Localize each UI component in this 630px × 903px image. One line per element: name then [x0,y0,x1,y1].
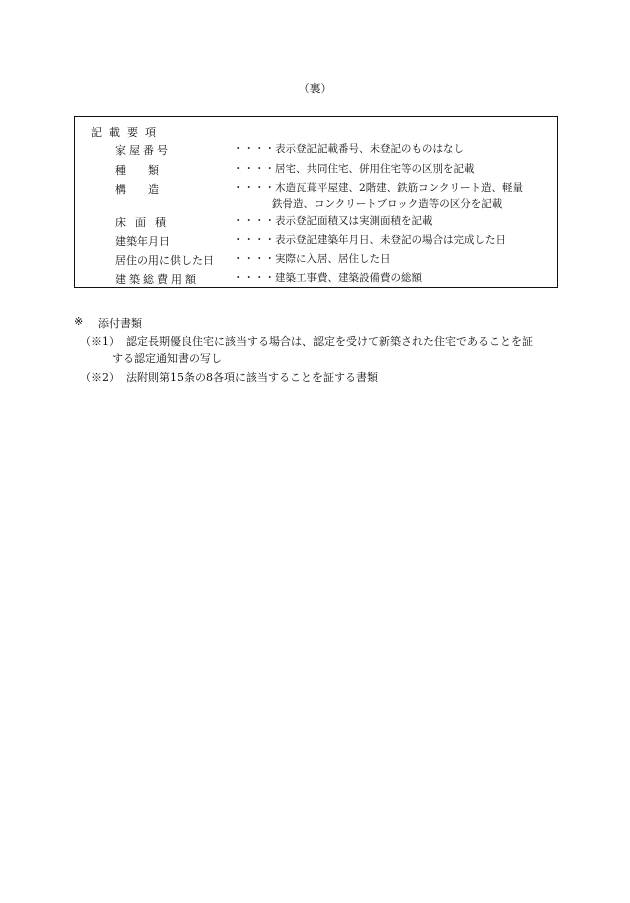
item-desc-structure: ・・・・木造瓦葺平屋建、2階建、鉄筋コンクリート造、軽量 [233,182,523,194]
attachment-note-1-label: （※1） [80,335,120,348]
item-desc-total-cost: ・・・・建築工事費、建築設備費の総額 [233,272,422,284]
item-name-structure: 構 造 [115,183,159,196]
item-desc-structure-cont: 鉄骨造、コンクリートブロック造等の区分を記載 [272,198,503,210]
item-name-house-number: 家屋番号 [115,144,171,157]
item-desc-type: ・・・・居宅、共同住宅、併用住宅等の区別を記載 [233,163,475,175]
item-desc-occupancy-date: ・・・・実際に入居、居住した日 [233,253,391,265]
item-name-type: 種 類 [115,164,159,177]
item-name-build-date: 建築年月日 [115,235,170,248]
page-side-label: （裏） [298,82,332,95]
attachment-note-1-text-cont: する認定通知書の写し [112,352,222,365]
attachment-note-2-label: （※2） [80,371,120,384]
items-heading: 記載要項 [91,126,163,139]
attachments-title: 添付書類 [98,317,142,330]
entry-items-box [74,116,558,288]
attachment-note-2-text: 法附則第15条の8各項に該当することを証する書類 [126,371,378,384]
item-desc-house-number: ・・・・表示登記記載番号、未登記のものはなし [233,143,464,155]
attachment-note-1-text: 認定長期優良住宅に該当する場合は、認定を受けて新築された住宅であることを証 [126,335,533,348]
item-desc-floor-area: ・・・・表示登記面積又は実測面積を記載 [233,215,433,227]
attachments-mark: ※ [74,315,84,328]
item-name-occupancy-date: 居住の用に供した日 [115,254,214,267]
item-desc-build-date: ・・・・表示登記建築年月日、未登記の場合は完成した日 [233,234,506,246]
item-name-total-cost: 建築総費用額 [115,273,199,286]
item-name-floor-area: 床面積 [115,216,175,229]
